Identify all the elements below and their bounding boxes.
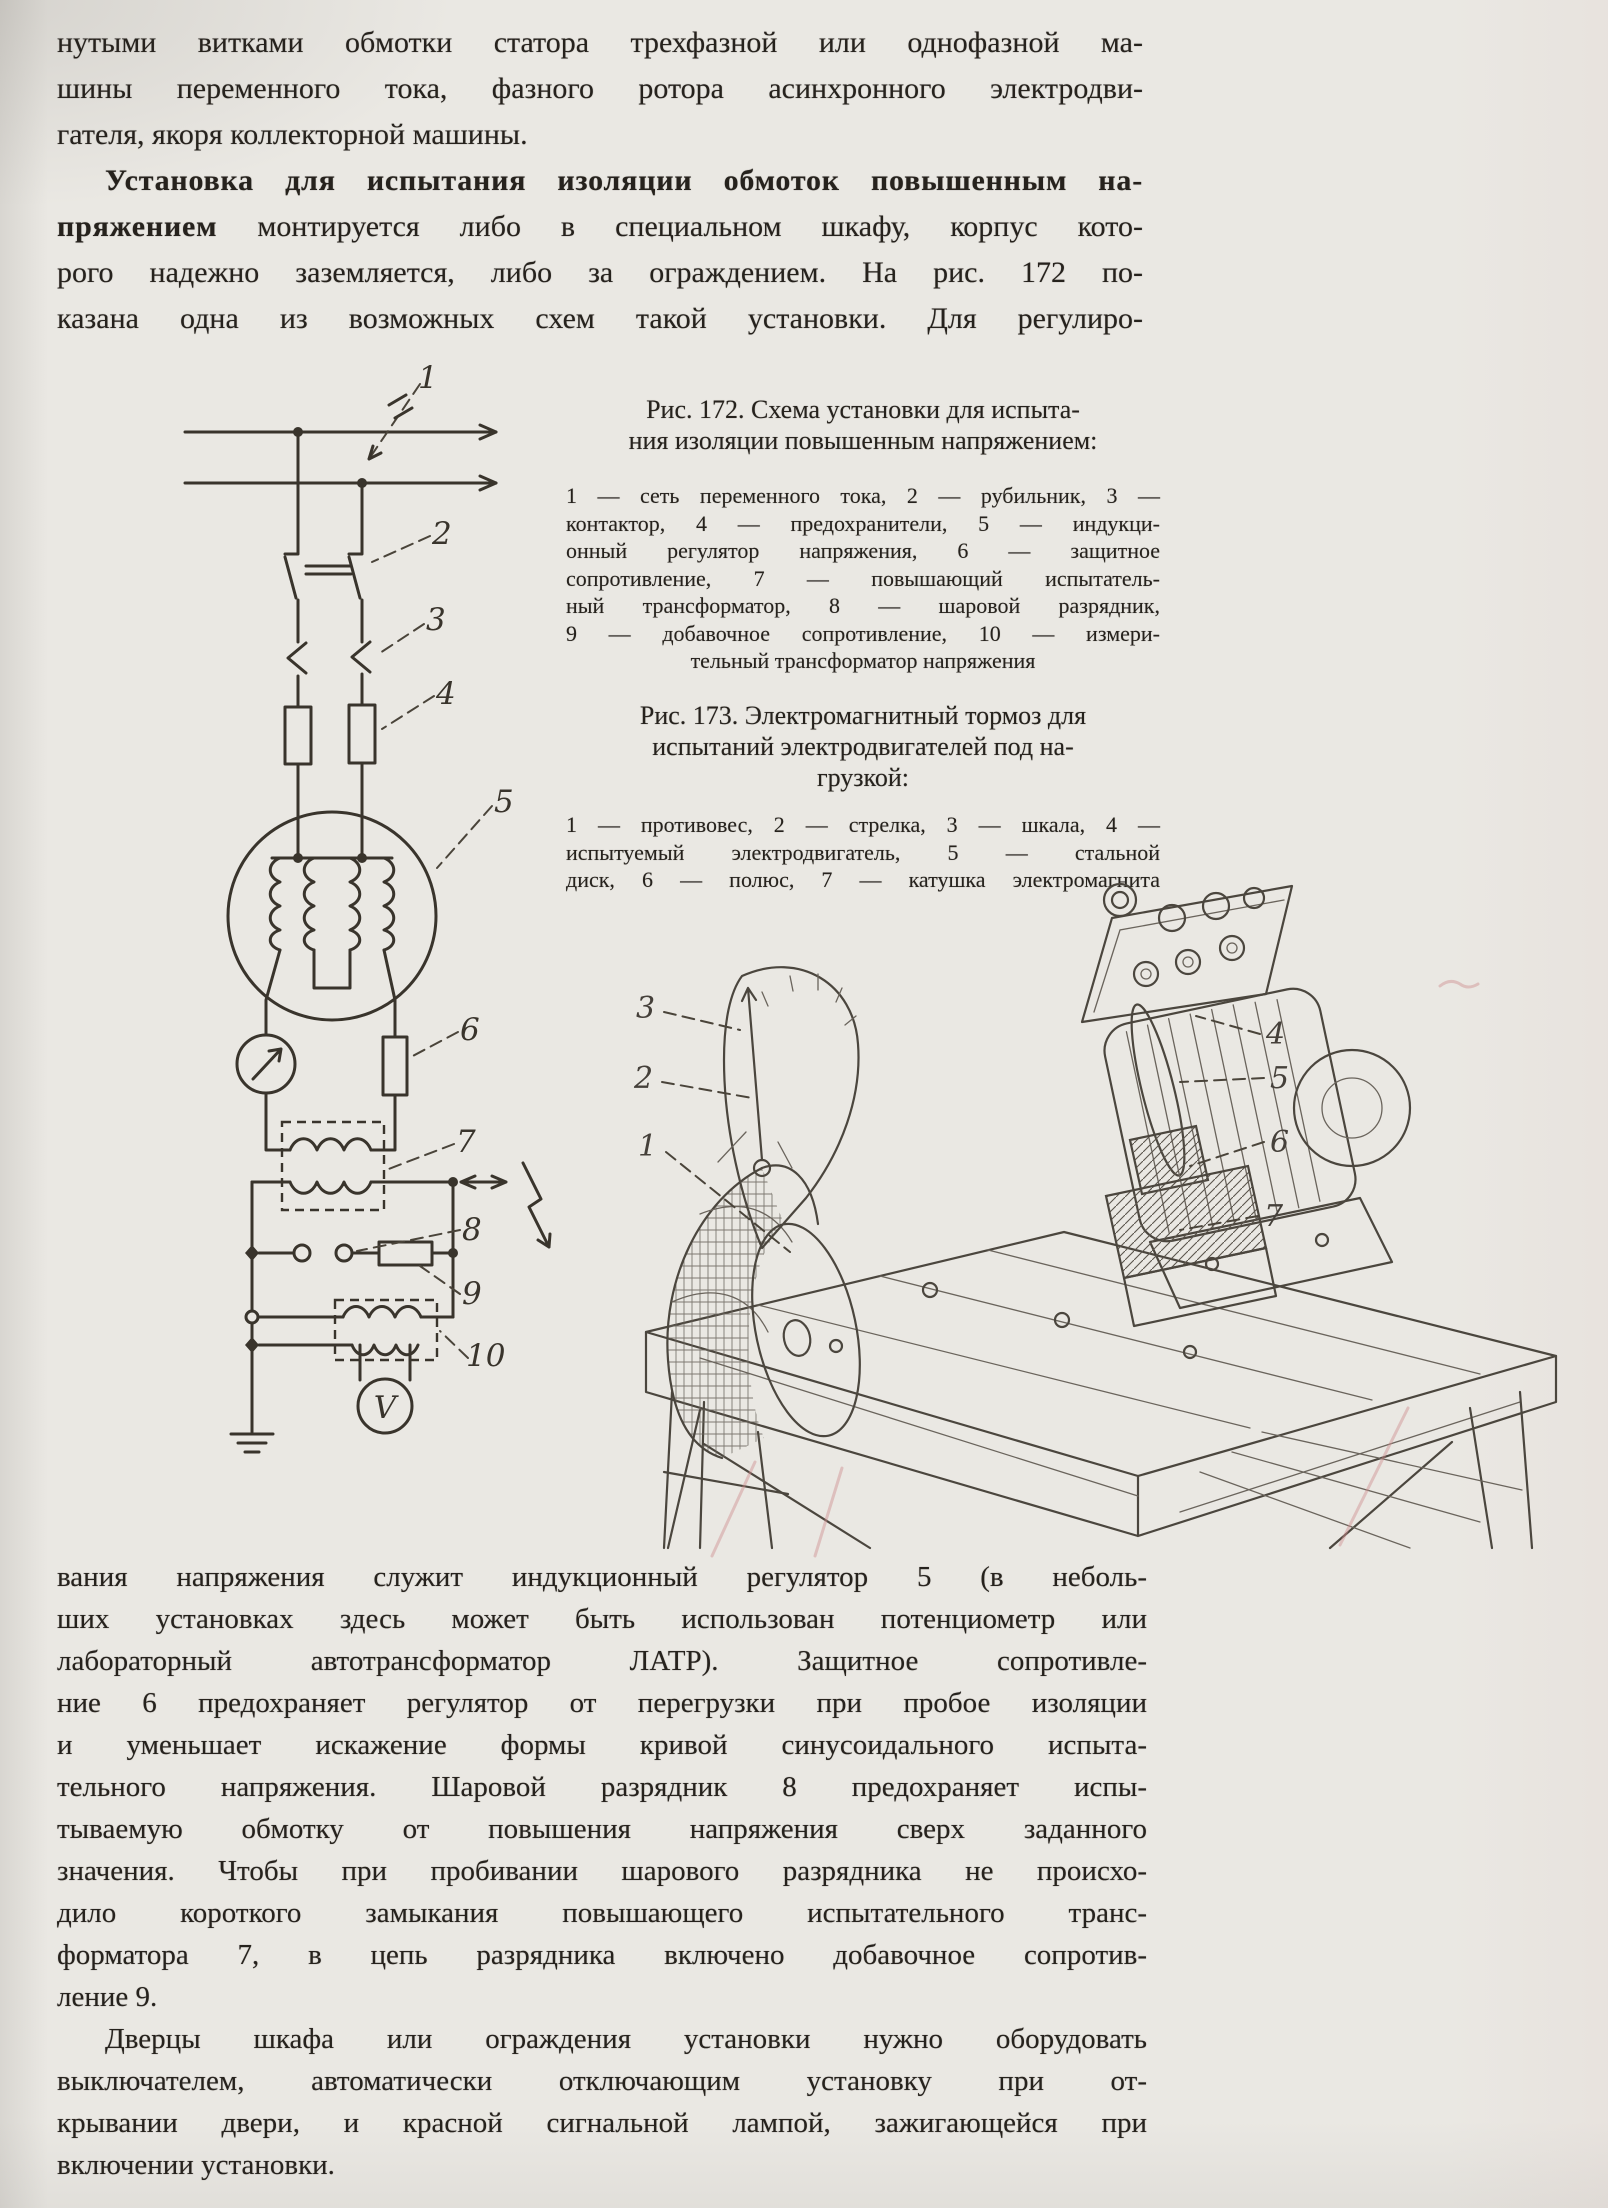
figure-label: 6: [1270, 1125, 1290, 1160]
text-line: нутыми витками обмотки статора трехфазной или однофазной ма-: [57, 26, 1143, 59]
text-line: гателя, якоря коллекторной машины.: [57, 118, 528, 151]
text-line: вания напряжения служит индукционный регулятор 5 (в неболь-: [57, 1561, 1147, 1593]
text-line: форматора 7, в цепь разрядника включено добавочное сопротив-: [57, 1939, 1147, 1971]
text-span: монтируется либо в специальном шкафу, корпус кото-: [217, 210, 1143, 243]
lightning-arrow-icon: [523, 1163, 550, 1247]
caption-title-line: ния изоляции повышенным напряжением:: [628, 426, 1098, 455]
text-line: тываемую обмотку от повышения напряжения сверх заданного: [57, 1813, 1147, 1845]
legend-line: испытуемый электродвигатель, 5 — стальной: [566, 839, 1160, 865]
text-line: ление 9.: [57, 1981, 158, 2013]
text-line: дило короткого замыкания повышающего испытательного транс-: [57, 1897, 1147, 1929]
text-line: [57, 204, 1143, 250]
text-line: крывании двери, и красной сигнальной лампой, зажигающейся при: [57, 2107, 1147, 2139]
pointer-needle: [742, 988, 762, 1160]
text-line: включении установки.: [57, 2149, 335, 2181]
ball-discharger-symbol: [245, 1245, 379, 1261]
fig173-caption: [566, 700, 1160, 894]
caption-title-line: испытаний электродвигателей под на-: [652, 732, 1074, 761]
legend-line: контактор, 4 — предохранители, 5 — индукци-: [566, 510, 1160, 536]
figure-label: 5: [494, 784, 514, 820]
legend-line: тельный трансформатор напряжения: [690, 648, 1036, 673]
voltmeter-letter: V: [373, 1390, 397, 1426]
figure-label: 9: [462, 1276, 482, 1312]
figure-label: 1: [418, 360, 438, 396]
text-line: и уменьшает искажение формы кривой синусоидального испыта-: [57, 1729, 1147, 1761]
wooden-bench: [646, 1232, 1556, 1548]
counterweight-drum: [664, 1165, 877, 1548]
legend-line: сопротивление, 7 — повышающий испытатель-: [566, 565, 1160, 591]
fig173-legend: [566, 811, 1160, 894]
legend-line: 1 — сеть переменного тока, 2 — рубильник, 3 —: [566, 483, 1160, 508]
legend-line: 1 — противовес, 2 — стрелка, 3 — шкала, 4 —: [566, 812, 1160, 837]
text-line: рого надежно заземляется, либо за ограждением. На рис. 172 по-: [57, 256, 1143, 289]
fig172-legend: [566, 482, 1160, 675]
caption-title-line: Рис. 172. Схема установки для испыта-: [646, 395, 1080, 424]
electromagnet-coil: [1106, 1166, 1276, 1326]
fuse-symbols: [285, 705, 375, 814]
ground-symbol: [231, 1434, 273, 1452]
figure-label: 7: [456, 1124, 476, 1160]
fig172-caption: [566, 394, 1160, 675]
figure-label: 4: [1266, 1017, 1286, 1052]
bus-arrow-icon: [480, 425, 496, 490]
output-double-arrow-icon: [461, 1176, 506, 1188]
figure-label: 3: [426, 602, 446, 638]
contactor-symbol: [288, 642, 370, 707]
fig173-brake-drawing: [600, 900, 1580, 1560]
figure-label: 5: [1270, 1061, 1290, 1096]
text-line: казана одна из возможных схем такой установки. Для регулиро-: [57, 302, 1143, 335]
text-line: тельного напряжения. Шаровой разрядник 8 предохраняет испы-: [57, 1771, 1147, 1803]
text-line: шины переменного тока, фазного ротора асинхронного электродви-: [57, 72, 1143, 105]
text-line: Дверцы шкафа или ограждения установки нужно оборудовать: [105, 2023, 1147, 2055]
protective-resistor-symbol: [371, 1037, 407, 1150]
voltmeter-symbol: [358, 1379, 412, 1433]
text-line: ние 6 предохраняет регулятор от перегрузки при пробое изоляции: [57, 1687, 1147, 1719]
caption-title-line: Рис. 173. Электромагнитный тормоз для: [639, 701, 1087, 730]
measuring-transformer-symbol: [245, 1300, 453, 1380]
text-line: значения. Чтобы при пробивании шарового разрядника не происхо-: [57, 1855, 1147, 1887]
text-line: ших установках здесь может быть использован потенциометр или: [57, 1603, 1147, 1635]
figure-label: 10: [466, 1338, 506, 1374]
bold-term: пряжением: [57, 210, 218, 243]
legend-line: ный трансформатор, 8 — шаровой разрядник,: [566, 593, 1160, 618]
text-line-bold: Установка для испытания изоляции обмоток повышенным на-: [105, 164, 1143, 197]
figure-label: 7: [1264, 1199, 1284, 1234]
knife-switch-symbol: [285, 549, 362, 642]
fig172-schematic-figure: [60, 255, 560, 1465]
additional-resistor-symbol: [379, 1242, 458, 1265]
figure-label: 2: [432, 516, 452, 552]
figure-label: 4: [436, 676, 456, 712]
legend-line: диск, 6 — полюс, 7 — катушка электромагнита: [566, 867, 1160, 892]
induction-regulator-symbol: [228, 812, 436, 1037]
bottom-paragraphs: [57, 1556, 1147, 2186]
text-line: выключателем, автоматически отключающим установку при от-: [57, 2065, 1147, 2097]
schematic-number-labels: [418, 360, 514, 1374]
legend-line: 9 — добавочное сопротивление, 10 — измери-: [566, 620, 1160, 646]
text-line: лабораторный автотрансформатор ЛАТР). Защитное сопротивле-: [57, 1645, 1147, 1677]
legend-line: онный регулятор напряжения, 6 — защитное: [566, 538, 1160, 563]
caption-title-line: грузкой:: [816, 763, 910, 792]
ammeter-symbol: [237, 1035, 295, 1150]
figure-label: 6: [460, 1012, 480, 1048]
figure-label: 3: [636, 991, 656, 1026]
figure-label: 8: [462, 1212, 482, 1248]
figure-label: 1: [638, 1129, 658, 1164]
figure-label: 2: [634, 1061, 654, 1096]
